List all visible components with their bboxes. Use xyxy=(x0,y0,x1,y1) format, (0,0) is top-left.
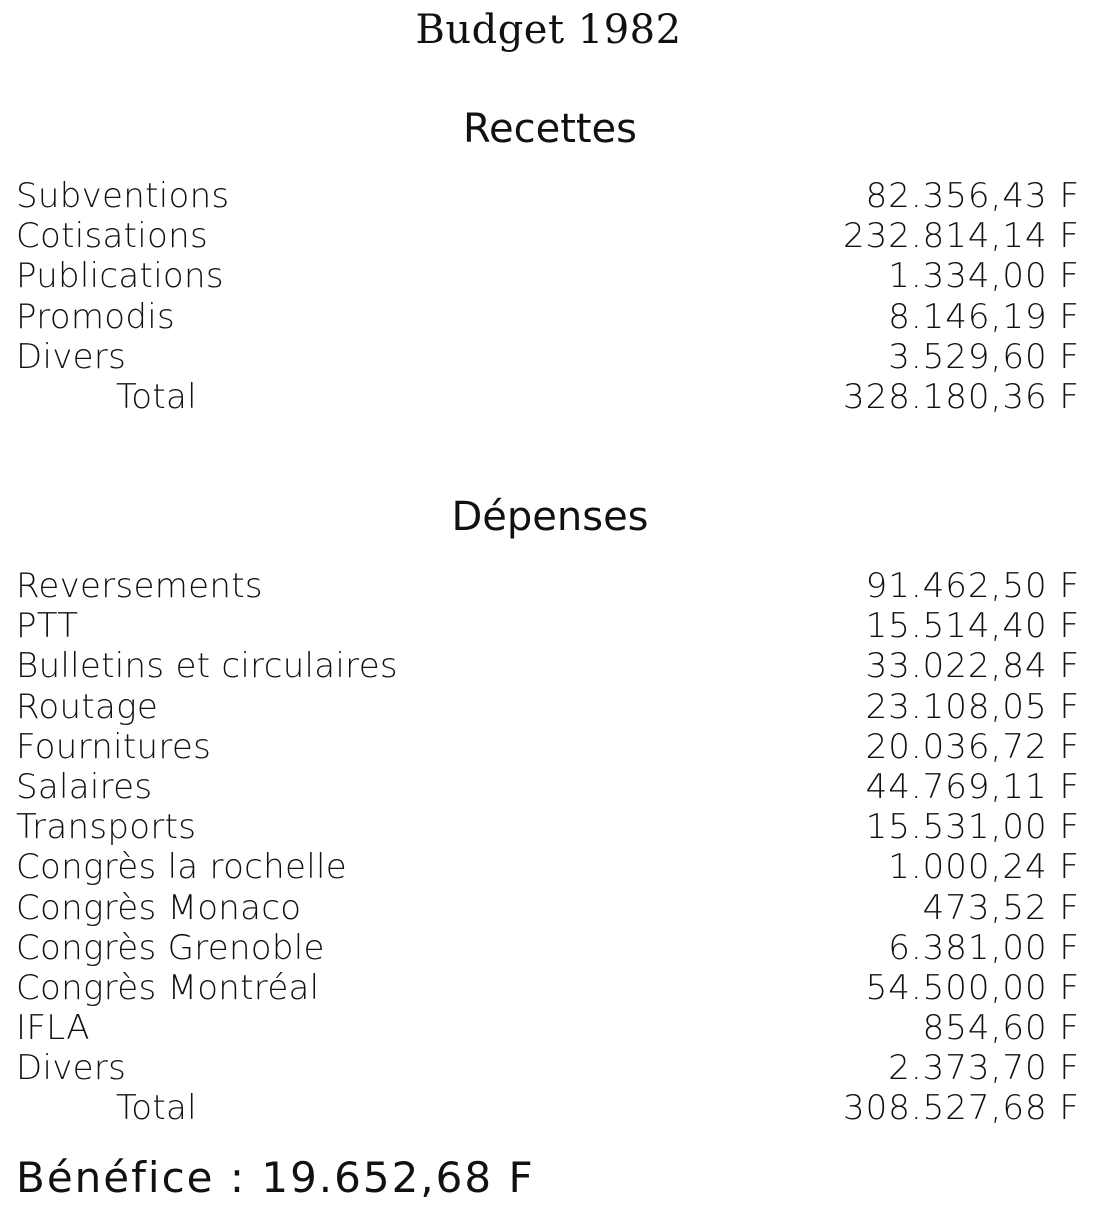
depenses-row-amount: 6.381,00 F xyxy=(888,927,1080,968)
depenses-row-amount: 91.462,50 F xyxy=(865,566,1080,606)
benefice-line: Bénéfice : 19.652,68 F xyxy=(16,1153,535,1202)
depenses-row-label: Congrès Grenoble xyxy=(16,927,325,968)
depenses-row xyxy=(16,888,1080,928)
depenses-heading: Dépenses xyxy=(451,494,649,540)
recettes-row-amount: 8.146,19 F xyxy=(888,296,1080,337)
depenses-row-label: Reversements xyxy=(16,566,263,606)
recettes-row-amount: 1.334,00 F xyxy=(888,256,1080,297)
depenses-row-amount: 33.022,84 F xyxy=(865,646,1080,687)
recettes-row-amount: 3.529,60 F xyxy=(888,336,1080,377)
depenses-row xyxy=(16,1008,1080,1048)
recettes-row-label: Promodis xyxy=(16,296,176,337)
recettes-row-label: Publications xyxy=(16,256,224,297)
recettes-row-label: Subventions xyxy=(16,176,230,216)
depenses-row-amount: 15.531,00 F xyxy=(865,807,1080,848)
depenses-table xyxy=(16,566,1080,1129)
recettes-table xyxy=(16,176,1080,417)
depenses-row-amount: 1.000,24 F xyxy=(888,847,1080,888)
depenses-row xyxy=(16,1048,1080,1088)
depenses-row xyxy=(16,968,1080,1008)
recettes-row-amount: 82.356,43 F xyxy=(865,176,1080,216)
depenses-row-label: Salaires xyxy=(16,766,153,807)
recettes-row xyxy=(16,297,1080,337)
depenses-row-label: Fournitures xyxy=(16,726,212,767)
depenses-row-amount: 2.373,70 F xyxy=(888,1048,1080,1089)
depenses-row-label: Divers xyxy=(16,1048,127,1089)
depenses-row-label: Transports xyxy=(16,807,197,848)
recettes-heading: Recettes xyxy=(462,106,638,152)
depenses-row-label: PTT xyxy=(16,606,79,647)
depenses-total-row xyxy=(16,1088,1080,1128)
recettes-row xyxy=(16,216,1080,256)
depenses-row-amount: 15.514,40 F xyxy=(865,606,1080,647)
depenses-row xyxy=(16,767,1080,807)
depenses-row-amount: 23.108,05 F xyxy=(865,686,1080,727)
recettes-total-label: Total xyxy=(116,376,197,417)
depenses-total-amount: 308.527,68 F xyxy=(842,1088,1080,1129)
page-title: Budget 1982 xyxy=(415,7,682,53)
depenses-total-label: Total xyxy=(116,1088,197,1129)
recettes-row xyxy=(16,256,1080,296)
depenses-row-label: Congrès la rochelle xyxy=(16,847,347,888)
depenses-row xyxy=(16,687,1080,727)
recettes-row-label: Divers xyxy=(16,336,127,377)
depenses-row xyxy=(16,807,1080,847)
depenses-row-label: Congrès Monaco xyxy=(16,887,302,928)
depenses-row xyxy=(16,646,1080,686)
depenses-row xyxy=(16,727,1080,767)
depenses-row-amount: 20.036,72 F xyxy=(865,726,1080,767)
depenses-row xyxy=(16,928,1080,968)
depenses-row xyxy=(16,606,1080,646)
depenses-row-amount: 473,52 F xyxy=(922,887,1080,928)
recettes-total-row xyxy=(16,377,1080,417)
recettes-row-label: Cotisations xyxy=(16,216,209,257)
recettes-row-amount: 232.814,14 F xyxy=(842,216,1080,257)
recettes-row xyxy=(16,337,1080,377)
depenses-row-amount: 44.769,11 F xyxy=(865,766,1080,807)
depenses-row xyxy=(16,847,1080,887)
depenses-row-label: Routage xyxy=(16,686,159,727)
recettes-total-amount: 328.180,36 F xyxy=(842,376,1080,417)
depenses-row-label: Bulletins et circulaires xyxy=(16,646,398,687)
depenses-row xyxy=(16,566,1080,606)
depenses-row-label: Congrès Montréal xyxy=(16,967,320,1008)
depenses-row-amount: 54.500,00 F xyxy=(865,967,1080,1008)
depenses-row-label: IFLA xyxy=(16,1008,90,1049)
recettes-row xyxy=(16,176,1080,216)
depenses-row-amount: 854,60 F xyxy=(922,1008,1080,1049)
